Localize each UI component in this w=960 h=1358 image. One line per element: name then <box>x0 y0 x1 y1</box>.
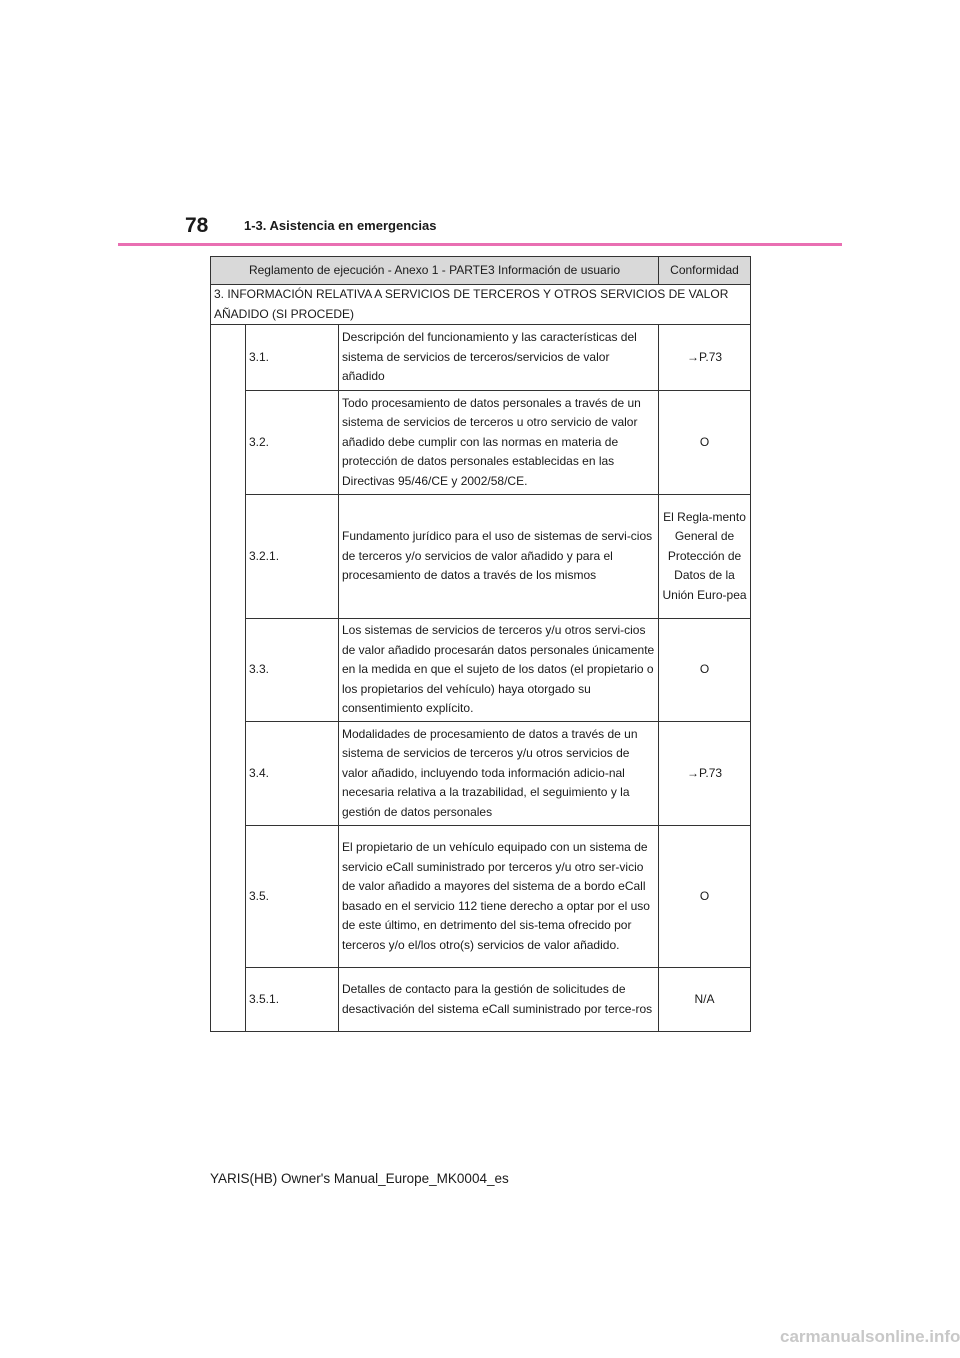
table-row <box>211 325 751 391</box>
row-description: Los sistemas de servicios de terceros y/u otros servi-cios de valor añadido procesarán datos personales únicamente en la medida en que el sujeto de los datos (el propietario o los propietarios del vehículo) haya otorgado su consentimiento explícito. <box>339 619 659 722</box>
section-heading: 3. INFORMACIÓN RELATIVA A SERVICIOS DE TERCEROS Y OTROS SERVICIOS DE VALOR AÑADIDO (SI PROCEDE) <box>211 285 751 325</box>
row-number: 3.2. <box>246 391 339 495</box>
row-conformity: →P.73 <box>659 722 751 826</box>
page-number: 78 <box>185 214 209 237</box>
col-header-conformity: Conformidad <box>659 257 751 285</box>
indent-spacer <box>211 325 246 1032</box>
row-number: 3.5.1. <box>246 968 339 1032</box>
table-row <box>211 722 751 826</box>
section-row <box>211 285 751 325</box>
header-rule <box>118 243 842 246</box>
table-row <box>211 495 751 619</box>
table-row <box>211 391 751 495</box>
row-conformity: El Regla-mento General de Protección de Datos de la Unión Euro-pea <box>659 495 751 619</box>
row-number: 3.2.1. <box>246 495 339 619</box>
regulation-table <box>210 256 751 1032</box>
row-number: 3.1. <box>246 325 339 391</box>
table-row <box>211 619 751 722</box>
row-description: Todo procesamiento de datos personales a través de un sistema de servicios de terceros u otro servicio de valor añadido debe cumplir con las normas en materia de protección de datos personales establecidas en las Directivas 95/46/CE y 2002/58/CE. <box>339 391 659 495</box>
row-conformity: O <box>659 826 751 968</box>
table-header-row <box>211 257 751 285</box>
section-title: 1-3. Asistencia en emergencias <box>244 218 437 233</box>
row-description: Descripción del funcionamiento y las características del sistema de servicios de terceros/servicios de valor añadido <box>339 325 659 391</box>
row-description: El propietario de un vehículo equipado con un sistema de servicio eCall suministrado por terceros y/u otro ser-vicio de valor añadido a mayores del sistema de a bordo eCall basado en el servicio 112 tiene derecho a optar por el uso de este último, en detrimento del sis-tema ofrecido por terceros y/o el/los otro(s) servicios de valor añadido. <box>339 826 659 968</box>
row-description: Fundamento jurídico para el uso de sistemas de servi-cios de terceros y/o servicios de valor añadido y para el procesamiento de datos a través de los mismos <box>339 495 659 619</box>
col-header-regulation: Reglamento de ejecución - Anexo 1 - PARTE3 Información de usuario <box>211 257 659 285</box>
row-number: 3.3. <box>246 619 339 722</box>
table-row <box>211 968 751 1032</box>
row-conformity: O <box>659 619 751 722</box>
footer-manual-id: YARIS(HB) Owner's Manual_Europe_MK0004_es <box>210 1171 509 1186</box>
row-conformity: →P.73 <box>659 325 751 391</box>
row-number: 3.5. <box>246 826 339 968</box>
row-number: 3.4. <box>246 722 339 826</box>
row-conformity: O <box>659 391 751 495</box>
row-conformity: N/A <box>659 968 751 1032</box>
table-row <box>211 826 751 968</box>
watermark: carmanualsonline.info <box>780 1327 960 1346</box>
row-description: Modalidades de procesamiento de datos a través de un sistema de servicios de terceros y/u otros servicios de valor añadido, incluyendo toda información adicio-nal necesaria relativa a la trazabilidad, el seguimiento y la gestión de datos personales <box>339 722 659 826</box>
row-description: Detalles de contacto para la gestión de solicitudes de desactivación del sistema eCall suministrado por terce-ros <box>339 968 659 1032</box>
